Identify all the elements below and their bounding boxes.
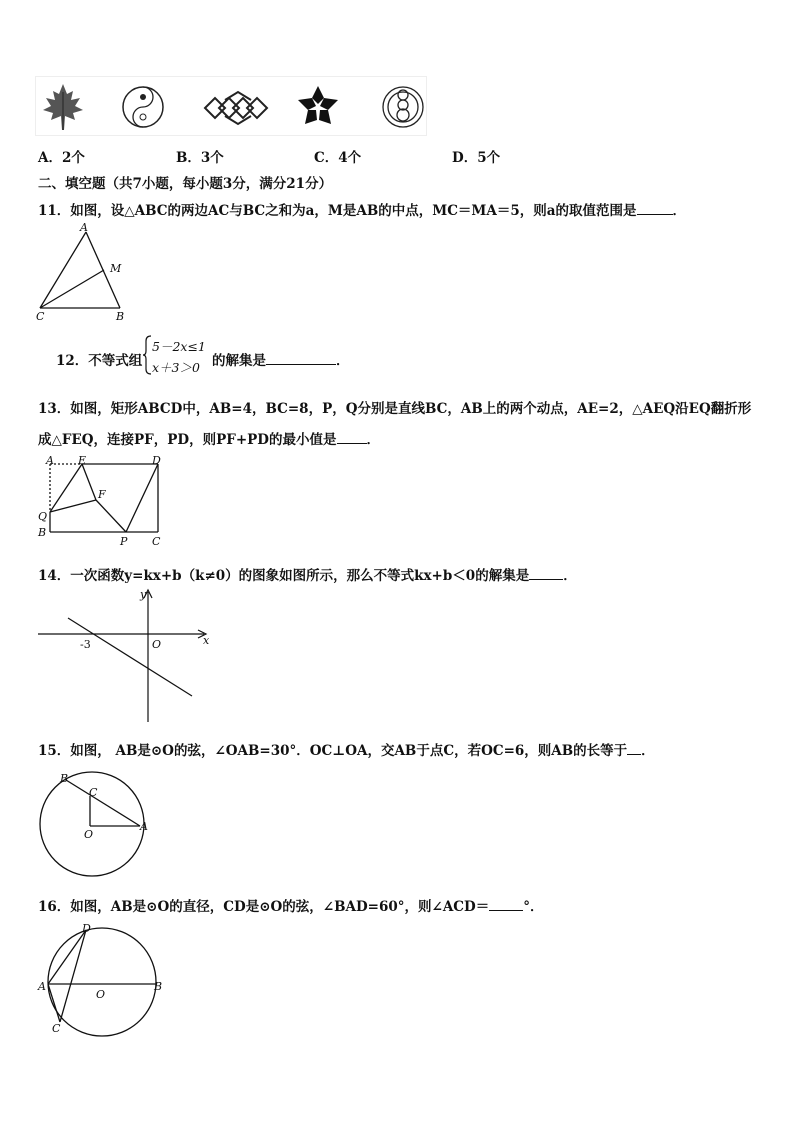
q12-brace — [142, 335, 152, 375]
q11-answer-blank[interactable] — [637, 202, 673, 215]
q10-option-a[interactable]: A．2个 — [38, 150, 85, 166]
q14-label-x: x — [203, 634, 210, 647]
q11-label-b: B — [116, 310, 125, 323]
q16-text-wrap — [38, 895, 544, 915]
q15-question: 15．如图， AB是⊙O的弦，∠OAB=30°．OC⊥OA，交AB于点C，若OC=6，则AB的长等于 — [38, 743, 628, 759]
q16-label-a: A — [38, 980, 46, 993]
q14-label-neg3: -3 — [80, 638, 91, 651]
q12-suffix: 的解集是 — [212, 353, 266, 369]
q10-option-d[interactable]: D．5个 — [452, 150, 501, 166]
q12-end: ． — [336, 353, 350, 369]
q13-label-a: A — [46, 454, 54, 467]
q12-text — [212, 349, 350, 369]
yin-yang-icon — [120, 84, 166, 130]
q15-label-a: A — [140, 820, 148, 833]
q16-label-o: O — [96, 988, 106, 1001]
q13-end: ． — [366, 432, 381, 448]
q12-answer-blank[interactable] — [266, 352, 336, 365]
q11-label-a: A — [80, 221, 88, 234]
q11-label-m: M — [110, 262, 122, 275]
q14-answer-blank[interactable] — [529, 567, 563, 580]
q15-label-b: B — [60, 772, 69, 785]
q14-question: 14．一次函数y=kx+b（k≠0）的图象如图所示，那么不等式kx+b＜0的解集是 — [38, 568, 530, 584]
q16-question: 16．如图，AB是⊙O的直径，CD是⊙O的弦，∠BAD=60°，则∠ACD＝ — [38, 899, 490, 915]
maple-leaf-icon — [40, 82, 86, 132]
q13-label-p: P — [120, 535, 128, 548]
q11-question: 11．如图，设△ABC的两边AC与BC之和为a，M是AB的中点，MC＝MA＝5，则a的取值范围是 — [38, 203, 637, 219]
q15-text-wrap — [38, 739, 655, 759]
q14-label-y: y — [140, 588, 147, 601]
q13-label-d: D — [152, 454, 161, 467]
q11-text — [38, 199, 686, 219]
q13-line2: 成△FEQ，连接PF，PD，则PF+PD的最小值是 — [38, 432, 337, 448]
q12-inequality-1: 5－2x≤1 — [152, 339, 206, 354]
q13-label-q: Q — [38, 510, 48, 523]
q13-line1: 13．如图，矩形ABCD中，AB=4，BC=8，P，Q分别是直线BC，AB上的两个动点，AE=2，△AEQ沿EQ翻折形 — [38, 401, 752, 417]
q15-circle-diagram — [36, 766, 156, 880]
q14-linear-graph — [36, 586, 216, 726]
q14-label-origin: O — [152, 638, 162, 651]
q16-label-d: D — [82, 922, 91, 935]
q13-label-e: E — [78, 454, 87, 467]
q11-end: ． — [672, 203, 686, 219]
q16-label-b: B — [154, 980, 163, 993]
q13-answer-blank[interactable] — [337, 431, 367, 444]
q13-label-c: C — [152, 535, 161, 548]
q14-text-wrap — [38, 564, 577, 584]
concentric-circles-icon — [380, 84, 426, 130]
knot-pattern-icon — [203, 90, 273, 126]
q11-label-c: C — [36, 310, 45, 323]
q15-label-c: C — [89, 786, 98, 799]
q16-label-c: C — [52, 1022, 61, 1035]
q16-end: °． — [523, 899, 544, 915]
q11-triangle-diagram — [36, 222, 128, 324]
q10-option-c[interactable]: C．4个 — [314, 150, 362, 166]
q13-label-f: F — [98, 488, 106, 501]
q16-circle-diagram — [36, 920, 166, 1040]
q15-label-o: O — [84, 828, 94, 841]
q13-line2-wrap — [38, 428, 380, 448]
q14-end: ． — [563, 568, 577, 584]
q12-prefix: 12．不等式组 — [56, 353, 143, 369]
five-petal-star-icon — [296, 84, 340, 128]
q15-answer-blank[interactable] — [627, 742, 641, 755]
q13-label-b: B — [38, 526, 47, 539]
q10-option-b[interactable]: B．3个 — [176, 150, 224, 166]
section-heading: 二、填空题（共7小题，每小题3分，满分21分） — [38, 176, 333, 192]
q15-end: ． — [641, 743, 655, 759]
q13-rectangle-diagram — [36, 452, 166, 548]
q12-inequality-2: x＋3＞0 — [152, 360, 200, 375]
q16-answer-blank[interactable] — [489, 898, 523, 911]
